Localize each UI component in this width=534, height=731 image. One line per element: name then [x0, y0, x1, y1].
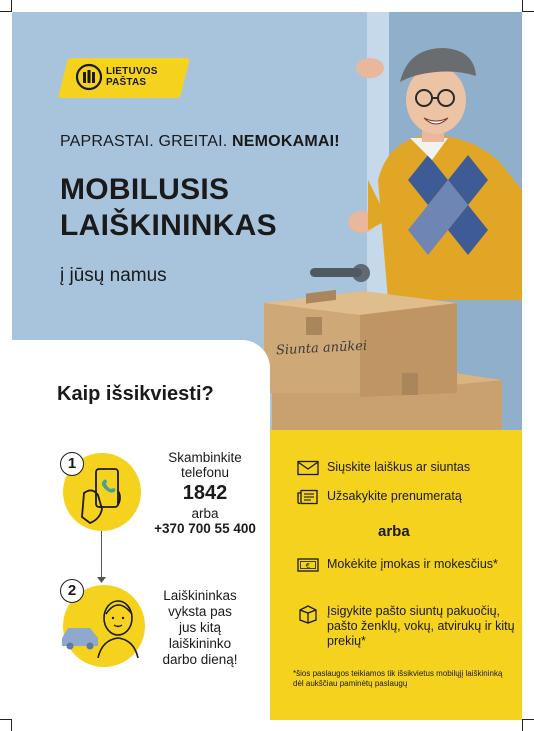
logo-text-line1: LIETUVOS	[106, 66, 158, 77]
page-title	[60, 172, 277, 244]
crop-mark	[522, 719, 534, 720]
postman-with-van-icon	[60, 594, 140, 658]
tagline-bold: NEMOKAMAI!	[232, 133, 340, 150]
short-phone-number[interactable]: 1842	[182, 482, 228, 504]
step-2-text	[140, 588, 260, 668]
arrow-down-icon	[97, 577, 106, 583]
parcel-label: Siunta anūkei	[275, 338, 368, 359]
service-goods-text: Įsigykite pašto siuntų pakuočių, pašto ženklų, vokų, atvirukų ir kitų prekių*	[327, 604, 515, 648]
svg-text:€: €	[305, 562, 311, 570]
service-item	[297, 460, 517, 476]
services-or: arba	[378, 523, 410, 540]
step-2-line4: laiškininko	[168, 636, 232, 651]
euro-banknote-icon	[297, 557, 319, 573]
parcel-icon	[297, 604, 319, 624]
service-send-text: Siųskite laiškus ar siuntas	[327, 460, 471, 474]
subtitle: į jūsų namus	[60, 265, 167, 286]
parcel-boxes-illustration	[262, 285, 512, 435]
post-horn-emblem-icon	[75, 63, 103, 91]
step-1-number: 1	[60, 452, 84, 476]
title-line1: MOBILUSIS	[60, 173, 230, 206]
step-2-line3: jus kitą	[178, 620, 222, 635]
envelope-icon	[297, 460, 319, 476]
logo-wordmark	[106, 66, 158, 88]
crop-mark	[522, 719, 523, 731]
step-2-line1: Laiškininkas	[163, 588, 237, 603]
long-phone-number[interactable]: +370 700 55 400	[154, 521, 256, 536]
footnote: *šios paslaugos teikiamos tik išsikvietus mobilųjį laiškininką dėl aukščiau paminėtų paslaugų	[293, 669, 503, 688]
step-1-text	[140, 450, 270, 536]
crop-mark	[522, 11, 534, 12]
step-2-line2: vyksta pas	[168, 604, 232, 619]
step-2-line5: darbo dieną!	[162, 652, 238, 667]
logo-text-line2: PAŠTAS	[106, 77, 147, 88]
step-1-line2: telefonu	[180, 465, 230, 480]
phone-in-hand-icon	[78, 463, 130, 525]
service-payments-text: Mokėkite įmokas ir mokesčius*	[327, 557, 498, 571]
crop-mark	[11, 719, 12, 731]
newspaper-icon	[297, 489, 319, 505]
title-line2: LAIŠKININKAS	[60, 209, 277, 242]
step-1-or: arba	[191, 506, 219, 521]
step-2-number: 2	[60, 579, 84, 603]
service-subscribe-text: Užsakykite prenumeratą	[327, 489, 462, 503]
step-connector	[101, 531, 102, 581]
tagline	[60, 133, 340, 151]
crop-mark	[11, 0, 12, 12]
crop-mark	[522, 0, 523, 12]
service-item	[297, 557, 517, 573]
how-to-heading: Kaip išsikviesti?	[57, 383, 214, 405]
service-item	[297, 604, 517, 649]
service-item	[297, 489, 517, 505]
step-1-line1: Skambinkite	[168, 450, 242, 465]
elderly-man-illustration	[348, 30, 522, 300]
tagline-plain: PAPRASTAI. GREITAI.	[60, 133, 233, 150]
